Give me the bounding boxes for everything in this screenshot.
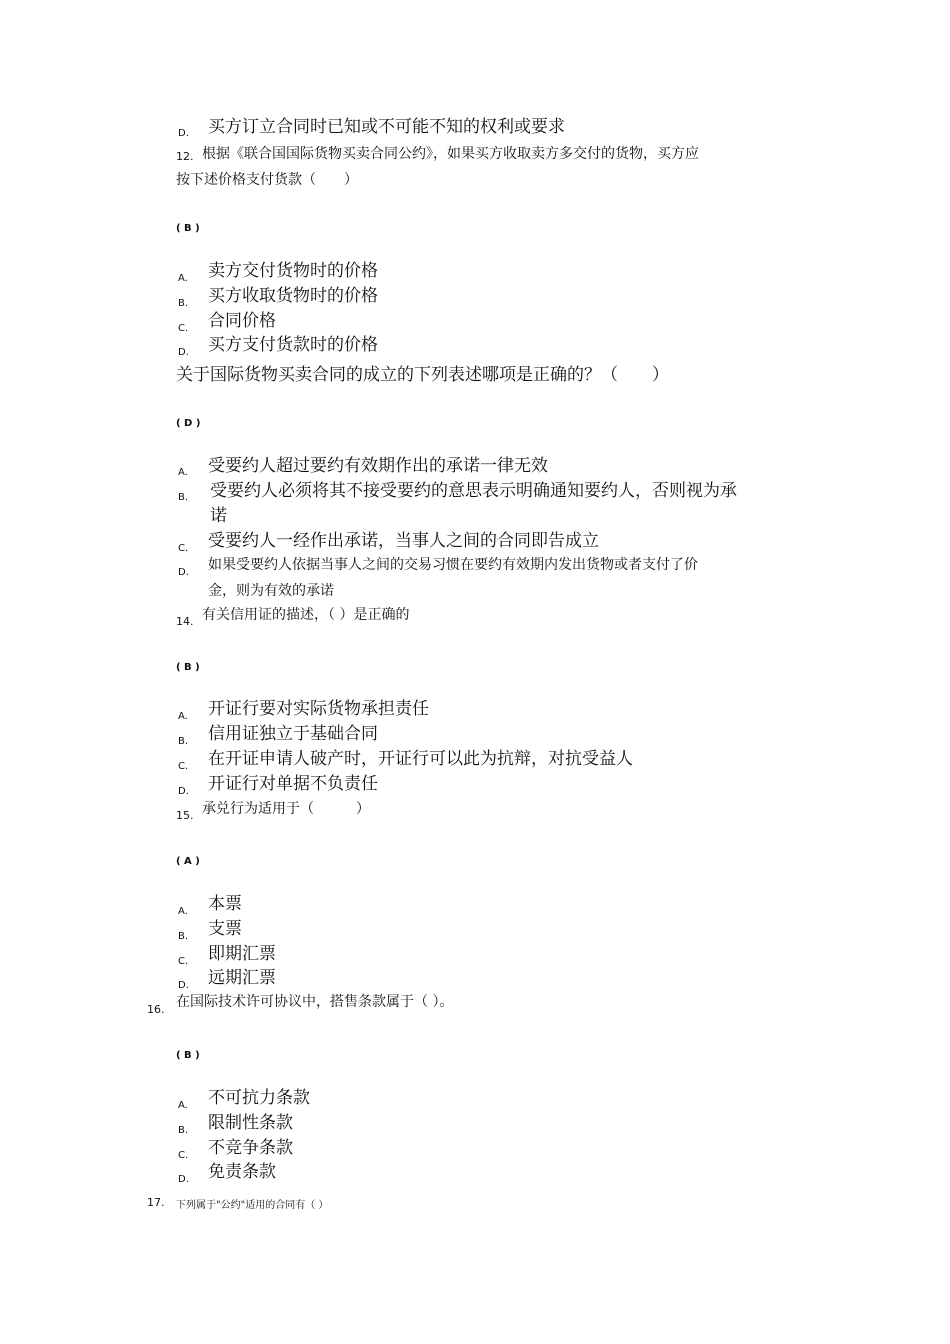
option-text: 买方支付货款时的价格 — [208, 335, 378, 355]
option-text-continued: 金，则为有效的承诺 — [208, 583, 334, 599]
option-label: D. — [178, 347, 189, 358]
question-text: 下列属于"公约"适用的合同有（ ） — [176, 1200, 329, 1211]
option-text: 受要约人超过要约有效期作出的承诺一律无效 — [208, 456, 548, 476]
option-text: 限制性条款 — [208, 1113, 293, 1133]
option-text: 买方收取货物时的价格 — [208, 286, 378, 306]
answer-key: ( D ) — [176, 418, 201, 429]
option-label: C. — [178, 323, 189, 334]
option-text: 远期汇票 — [208, 968, 276, 988]
question-text: 有关信用证的描述，（ ）是正确的 — [202, 607, 410, 623]
question-number: 17. — [147, 1196, 165, 1209]
option-label: C. — [178, 761, 189, 772]
option-label: B. — [178, 736, 189, 747]
question-number: 16. — [147, 1003, 165, 1016]
option-label: C. — [178, 543, 189, 554]
option-text: 合同价格 — [208, 311, 276, 331]
option-label: A. — [178, 1100, 188, 1111]
answer-key: ( B ) — [176, 1050, 200, 1061]
question-number: 12. — [176, 150, 194, 163]
option-label: B. — [178, 931, 189, 942]
option-label: A. — [178, 711, 188, 722]
option-label: A. — [178, 906, 188, 917]
option-label: D. — [178, 128, 189, 139]
question-text: 在国际技术许可协议中，搭售条款属于（ ）。 — [176, 994, 454, 1010]
option-text-continued: 诺 — [210, 506, 227, 526]
option-label: A. — [178, 467, 188, 478]
answer-key: ( B ) — [176, 662, 200, 673]
option-label: C. — [178, 1150, 189, 1161]
option-label: B. — [178, 492, 189, 503]
option-text: 在开证申请人破产时，开证行可以此为抗辩，对抗受益人 — [208, 749, 633, 769]
option-text: 开证行对单据不负责任 — [208, 774, 378, 794]
option-label: B. — [178, 1125, 189, 1136]
option-text: 免责条款 — [208, 1162, 276, 1182]
option-label: C. — [178, 956, 189, 967]
option-text: 信用证独立于基础合同 — [208, 724, 378, 744]
question-number: 14. — [176, 615, 194, 628]
option-label: D. — [178, 980, 189, 991]
option-label: D. — [178, 1174, 189, 1185]
option-text: 即期汇票 — [208, 944, 276, 964]
option-text: 买方订立合同时已知或不可能不知的权利或要求 — [208, 117, 565, 137]
question-text: 关于国际货物买卖合同的成立的下列表述哪项是正确的？（ ） — [176, 365, 669, 385]
option-text: 不可抗力条款 — [208, 1088, 310, 1108]
question-text: 承兑行为适用于（ ） — [202, 801, 370, 817]
question-text-continued: 按下述价格支付货款（ ） — [176, 172, 358, 188]
question-text: 根据《联合国国际货物买卖合同公约》，如果买方收取卖方多交付的货物，买方应 — [202, 146, 699, 162]
answer-key: ( A ) — [176, 856, 200, 867]
option-label: D. — [178, 786, 189, 797]
answer-key: ( B ) — [176, 223, 200, 234]
option-label: A. — [178, 273, 188, 284]
option-text: 本票 — [208, 894, 242, 914]
option-text: 不竞争条款 — [208, 1138, 293, 1158]
option-label: D. — [178, 567, 189, 578]
option-label: B. — [178, 298, 189, 309]
option-text: 受要约人必须将其不接受要约的意思表示明确通知要约人，否则视为承 — [210, 481, 737, 501]
question-number: 15. — [176, 809, 194, 822]
option-text: 受要约人一经作出承诺，当事人之间的合同即告成立 — [208, 531, 599, 551]
option-text: 如果受要约人依据当事人之间的交易习惯在要约有效期内发出货物或者支付了价 — [208, 557, 698, 573]
option-text: 支票 — [208, 919, 242, 939]
option-text: 开证行要对实际货物承担责任 — [208, 699, 429, 719]
option-text: 卖方交付货物时的价格 — [208, 261, 378, 281]
